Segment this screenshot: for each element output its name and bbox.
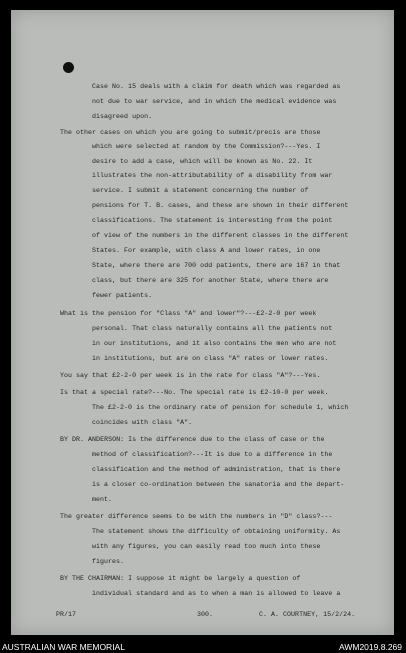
reporter-signoff: C. A. COURTNEY, 15/2/24. [259, 611, 356, 618]
punch-hole [63, 62, 74, 73]
text-line: service. I submit a statement concerning the number of [92, 187, 309, 194]
archive-caption-bar [0, 636, 406, 653]
text-line: BY THE CHAIRMAN: I suppose it might be largely a question of [60, 575, 301, 582]
page-reference: PR/17 [56, 611, 77, 618]
text-line: which were selected at random by the Commission?---Yes. I [92, 143, 321, 150]
text-line: coincides with class "A". [92, 419, 193, 426]
text-line: The greater difference seems to be with the numbers in "D" class?--- [60, 513, 333, 520]
text-line: States. For example, with class A and lower rates, in one [92, 247, 321, 254]
text-line: illustrates the non-attributability of a disability from war [92, 172, 333, 179]
text-line: The £2-2-0 is the ordinary rate of pension for schedule 1, which [92, 404, 349, 411]
archive-reference: AWM2019.8.269 [339, 642, 402, 652]
text-line: You say that £2-2-0 per week is in the rate for class "A"?---Yes. [60, 372, 321, 379]
text-line: personal. That class naturally contains all the patients not [92, 325, 333, 332]
text-line: method of classification?---It is due to a difference in the [92, 451, 333, 458]
text-line: class, but there are 325 for another State, where there are [92, 277, 329, 284]
archive-name: AUSTRALIAN WAR MEMORIAL [2, 642, 125, 652]
text-line: The statement shows the difficulty of obtaining uniformity. As [92, 528, 341, 535]
text-line: desire to add a case, which will be known as No. 22. It [92, 158, 313, 165]
text-line: State, where there are 700 odd patients, there are 167 in that [92, 262, 341, 269]
text-line: individual standard and as to when a man is allowed to leave a [92, 590, 341, 597]
text-line: Case No. 15 deals with a claim for death which was regarded as [92, 83, 341, 90]
text-line: fewer patients. [92, 292, 153, 299]
text-line: classification and the method of administration, that is there [92, 466, 341, 473]
text-line: with any figures, you can easily read too much into these [92, 543, 321, 550]
text-line: Is that a special rate?---No. The special rate is £2-10-0 per week. [60, 389, 329, 396]
text-line: in our institutions, and it also contains the men who are not [92, 340, 337, 347]
text-line: is a closer co-ordination between the sanatoria and the depart- [92, 481, 345, 488]
text-line: not due to war service, and in which the medical evidence was [92, 98, 337, 105]
text-line: pensions for T. B. cases, and these are shown in their different [92, 202, 349, 209]
text-line: ment. [92, 496, 113, 503]
document-page [11, 10, 394, 635]
text-line: classifications. The statement is interesting from the point [92, 217, 333, 224]
text-line: The other cases on which you are going to submit/precis are those [60, 129, 321, 136]
text-line: figures. [92, 558, 125, 565]
text-line: What is the pension for "Class "A" and lower"?---£2-2-0 per week [60, 310, 317, 317]
text-line: disagreed upon. [92, 113, 153, 120]
text-line: of view of the numbers in the different classes in the different [92, 232, 349, 239]
text-line: in institutions, but are on class "A" rates or lower rates. [92, 355, 329, 362]
text-line: BY DR. ANDERSON: Is the difference due to the class of case or the [60, 436, 325, 443]
page-number: 300. [197, 611, 214, 618]
